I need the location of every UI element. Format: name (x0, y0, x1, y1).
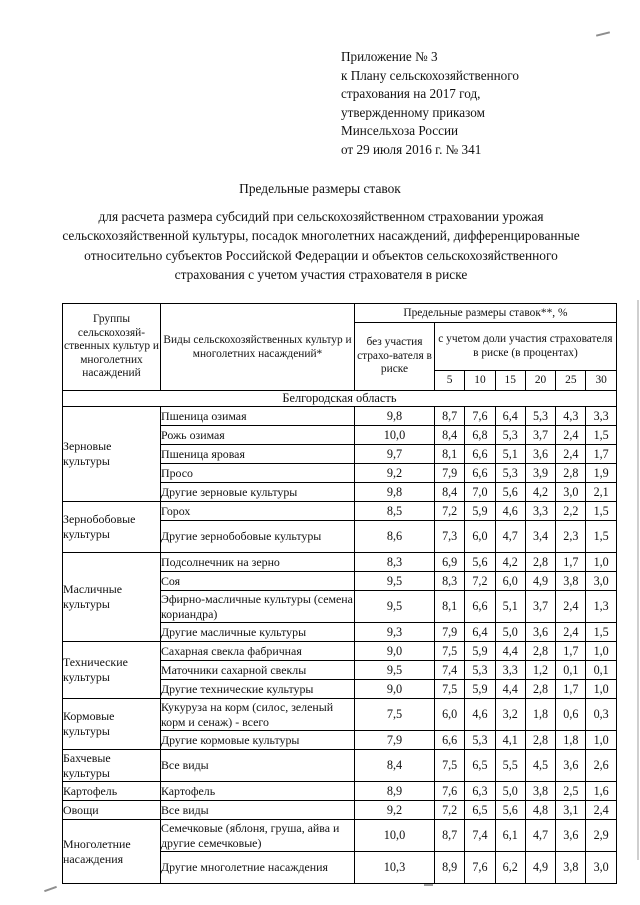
header-pct-10: 10 (465, 371, 495, 391)
rate-cell-15: 5,6 (495, 483, 525, 502)
header-no-participation: без участия страхо-вателя в риске (355, 323, 435, 391)
rate-cell-25: 1,7 (556, 642, 586, 661)
rate-cell-15: 5,0 (495, 782, 525, 801)
rate-cell-15: 4,2 (495, 553, 525, 572)
group-name-cell: Технические культуры (63, 642, 161, 699)
rate-cell-20: 3,6 (525, 623, 555, 642)
base-rate-cell: 8,3 (355, 553, 435, 572)
rate-cell-15: 5,1 (495, 445, 525, 464)
rate-cell-10: 6,5 (465, 750, 495, 782)
rate-cell-25: 2,4 (556, 426, 586, 445)
rate-cell-20: 4,9 (525, 572, 555, 591)
rate-cell-15: 4,6 (495, 502, 525, 521)
crop-kind-cell: Эфирно-масличные культуры (семена кориандра) (161, 591, 353, 621)
rate-cell-20: 3,8 (525, 782, 555, 801)
crop-kind-cell: Все виды (161, 801, 355, 820)
table-row (63, 750, 617, 782)
header-rates-span: Предельные размеры ставок**, % (355, 304, 617, 323)
rate-cell-20: 5,3 (525, 407, 555, 426)
crop-kind-cell: Просо (161, 464, 355, 483)
base-rate-cell: 10,3 (355, 852, 435, 884)
header-line-1: Приложение № 3 (341, 49, 438, 64)
crop-kind-cell: Другие многолетние насаждения (161, 852, 355, 884)
rate-cell-15: 4,7 (495, 521, 525, 553)
rate-cell-5: 7,2 (435, 502, 465, 521)
rate-cell-30: 1,3 (586, 591, 616, 623)
table-head (63, 304, 617, 391)
rate-cell-25: 3,6 (556, 750, 586, 782)
rate-cell-20: 3,4 (525, 521, 555, 553)
rate-cell-20: 1,2 (525, 661, 555, 680)
rate-cell-30: 0,3 (586, 699, 616, 731)
rate-cell-20: 3,7 (525, 591, 555, 623)
scan-artifact-top-right (596, 31, 610, 36)
rate-cell-10: 5,9 (465, 502, 495, 521)
rate-cell-10: 6,0 (465, 521, 495, 553)
group-name-cell: Масличные культуры (63, 553, 161, 642)
rate-cell-15: 6,1 (495, 820, 525, 852)
header-pct-15: 15 (495, 371, 525, 391)
rate-cell-25: 2,4 (556, 591, 586, 623)
rate-cell-25: 2,4 (556, 445, 586, 464)
scan-artifact-right-edge (637, 300, 639, 860)
rate-cell-25: 2,4 (556, 623, 586, 642)
rate-cell-30: 1,0 (586, 731, 616, 750)
rate-cell-25: 1,7 (556, 680, 586, 699)
rate-cell-5: 8,4 (435, 483, 465, 502)
header-with-participation: с учетом доли участия страхователя в риске (в процентах) (435, 323, 617, 371)
rate-cell-25: 2,2 (556, 502, 586, 521)
region-label: Белгородская область (63, 391, 617, 407)
group-name-cell: Бахчевые культуры (63, 750, 161, 782)
table-row (63, 642, 617, 661)
base-rate-cell: 9,5 (355, 661, 435, 680)
crop-kind-cell: Сахарная свекла фабричная (161, 642, 355, 661)
rate-cell-25: 2,8 (556, 464, 586, 483)
header-group-column: Группы сельскохозяй-ственных культур и многолетних насаждений (63, 304, 161, 391)
rate-cell-10: 6,6 (465, 591, 495, 623)
rate-cell-15: 3,2 (495, 699, 525, 731)
rate-cell-10: 7,6 (465, 407, 495, 426)
rate-cell-20: 2,8 (525, 553, 555, 572)
base-rate-cell: 7,5 (355, 699, 435, 731)
rate-cell-5: 8,9 (435, 852, 465, 884)
crop-kind-cell: Пшеница яровая (161, 445, 355, 464)
base-rate-cell: 7,9 (355, 731, 435, 750)
base-rate-cell: 9,0 (355, 680, 435, 699)
rate-cell-25: 3,8 (556, 572, 586, 591)
rate-cell-30: 1,0 (586, 642, 616, 661)
table-row (63, 553, 617, 572)
rate-cell-30: 1,7 (586, 445, 616, 464)
group-name-cell: Картофель (63, 782, 161, 801)
scan-artifact-bottom-left (44, 886, 57, 892)
header-kind-column: Виды сельскохозяйственных культур и многолетних насаждений* (161, 304, 355, 391)
rate-cell-30: 0,1 (586, 661, 616, 680)
rate-cell-30: 1,5 (586, 502, 616, 521)
base-rate-cell: 9,3 (355, 623, 435, 642)
group-name-cell: Многолетние насаждения (63, 820, 161, 884)
rate-cell-10: 5,3 (465, 731, 495, 750)
crop-kind-cell: Маточники сахарной свеклы (161, 661, 355, 680)
rate-cell-30: 3,3 (586, 407, 616, 426)
header-row-1 (63, 304, 617, 323)
base-rate-cell: 9,0 (355, 642, 435, 661)
header-line-5: Минсельхоза России (341, 123, 459, 139)
crop-kind-cell: Соя (161, 572, 355, 591)
header-line-4: утвержденному приказом (341, 104, 485, 120)
rate-cell-15: 3,3 (495, 661, 525, 680)
rate-cell-5: 8,3 (435, 572, 465, 591)
rate-cell-15: 6,4 (495, 407, 525, 426)
rate-cell-20: 4,8 (525, 801, 555, 820)
base-rate-cell: 8,6 (355, 521, 435, 553)
crop-kind-cell: Подсолнечник на зерно (161, 553, 355, 572)
crop-kind-cell: Другие технические культуры (161, 680, 355, 699)
rate-cell-30: 2,4 (586, 801, 616, 820)
rate-cell-20: 2,8 (525, 680, 555, 699)
rate-cell-25: 1,7 (556, 553, 586, 572)
rate-cell-20: 2,8 (525, 731, 555, 750)
group-name-cell: Кормовые культуры (63, 699, 161, 750)
rate-cell-10: 6,4 (465, 623, 495, 642)
rate-cell-10: 6,8 (465, 426, 495, 445)
table-body (63, 391, 617, 884)
rate-cell-30: 3,0 (586, 572, 616, 591)
table-row (63, 820, 617, 852)
rate-cell-30: 1,5 (586, 623, 616, 642)
rate-cell-20: 4,9 (525, 852, 555, 884)
rate-cell-5: 7,5 (435, 750, 465, 782)
scan-artifact-bottom-center (424, 884, 433, 886)
rates-table-wrapper (62, 303, 616, 884)
crop-kind-cell: Пшеница озимая (161, 407, 355, 426)
group-name-cell: Зерновые культуры (63, 407, 161, 502)
page-title: Предельные размеры ставок (239, 181, 401, 196)
header-line-3: страхования на 2017 год, (341, 86, 481, 102)
rate-cell-20: 3,9 (525, 464, 555, 483)
rate-cell-10: 5,9 (465, 680, 495, 699)
rate-cell-15: 4,1 (495, 731, 525, 750)
rate-cell-5: 8,4 (435, 426, 465, 445)
base-rate-cell: 8,4 (355, 750, 435, 782)
rate-cell-20: 4,7 (525, 820, 555, 852)
table-row (63, 502, 617, 521)
rate-cell-15: 5,5 (495, 750, 525, 782)
rate-cell-5: 8,1 (435, 445, 465, 464)
rate-cell-30: 2,6 (586, 750, 616, 782)
rate-cell-25: 3,1 (556, 801, 586, 820)
rate-cell-5: 6,6 (435, 731, 465, 750)
rates-table (62, 303, 617, 884)
base-rate-cell: 9,2 (355, 801, 435, 820)
rate-cell-15: 5,3 (495, 426, 525, 445)
rate-cell-5: 8,7 (435, 407, 465, 426)
table-row (63, 699, 617, 731)
rate-cell-15: 6,0 (495, 572, 525, 591)
rate-cell-30: 1,0 (586, 680, 616, 699)
base-rate-cell: 9,8 (355, 407, 435, 426)
rate-cell-25: 0,1 (556, 661, 586, 680)
crop-kind-cell: Другие зерновые культуры (161, 483, 355, 502)
table-row (63, 407, 617, 426)
base-rate-cell: 8,5 (355, 502, 435, 521)
base-rate-cell: 10,0 (355, 426, 435, 445)
rate-cell-10: 6,6 (465, 445, 495, 464)
base-rate-cell: 9,7 (355, 445, 435, 464)
rate-cell-5: 7,6 (435, 782, 465, 801)
rate-cell-5: 7,9 (435, 464, 465, 483)
rate-cell-25: 1,8 (556, 731, 586, 750)
base-rate-cell: 9,8 (355, 483, 435, 502)
rate-cell-30: 1,9 (586, 464, 616, 483)
document-header-block (341, 48, 631, 160)
rate-cell-25: 4,3 (556, 407, 586, 426)
rate-cell-10: 6,3 (465, 782, 495, 801)
group-name-cell: Овощи (63, 801, 161, 820)
rate-cell-10: 7,2 (465, 572, 495, 591)
rate-cell-5: 7,5 (435, 642, 465, 661)
rate-cell-15: 5,6 (495, 801, 525, 820)
base-rate-cell: 10,0 (355, 820, 435, 852)
crop-kind-cell: Кукуруза на корм (силос, зеленый корм и сенаж) - всего (161, 699, 355, 731)
rate-cell-5: 6,0 (435, 699, 465, 731)
crop-kind-cell: Рожь озимая (161, 426, 355, 445)
page-subtitle: для расчета размера субсидий при сельскохозяйственном страховании урожая сельскохозяйственной культуры, посадок многолетних насаждений, дифференцированные относительно субъектов Российской Федерации и объектов сельскохозяйственного страхования с учетом участия страхователя в риске (62, 209, 580, 283)
rate-cell-20: 4,5 (525, 750, 555, 782)
rate-cell-30: 1,6 (586, 782, 616, 801)
rate-cell-5: 8,7 (435, 820, 465, 852)
rate-cell-15: 4,4 (495, 680, 525, 699)
rate-cell-15: 4,4 (495, 642, 525, 661)
rate-cell-30: 1,5 (586, 426, 616, 445)
header-pct-30: 30 (586, 371, 616, 391)
rate-cell-5: 7,3 (435, 521, 465, 553)
header-pct-20: 20 (525, 371, 555, 391)
base-rate-cell: 9,5 (355, 591, 435, 623)
rate-cell-15: 5,0 (495, 623, 525, 642)
rate-cell-20: 4,2 (525, 483, 555, 502)
rate-cell-25: 2,3 (556, 521, 586, 553)
rate-cell-25: 3,0 (556, 483, 586, 502)
rate-cell-20: 3,3 (525, 502, 555, 521)
base-rate-cell: 9,2 (355, 464, 435, 483)
rate-cell-5: 7,4 (435, 661, 465, 680)
rate-cell-30: 2,9 (586, 820, 616, 852)
base-rate-cell: 8,9 (355, 782, 435, 801)
region-row (63, 391, 617, 407)
crop-kind-cell: Картофель (161, 782, 355, 801)
rate-cell-20: 3,7 (525, 426, 555, 445)
header-line-6: от 29 июля 2016 г. № 341 (341, 141, 482, 157)
crop-kind-cell: Горох (161, 502, 355, 521)
crop-kind-cell: Семечковые (яблоня, груша, айва и другие семечковые) (161, 820, 355, 852)
rate-cell-25: 3,8 (556, 852, 586, 884)
base-rate-cell: 9,5 (355, 572, 435, 591)
rate-cell-5: 7,2 (435, 801, 465, 820)
rate-cell-10: 5,6 (465, 553, 495, 572)
rate-cell-10: 6,5 (465, 801, 495, 820)
crop-kind-cell: Все виды (161, 750, 355, 782)
rate-cell-5: 7,9 (435, 623, 465, 642)
rate-cell-30: 3,0 (586, 852, 616, 884)
header-pct-5: 5 (435, 371, 465, 391)
rate-cell-10: 6,6 (465, 464, 495, 483)
rate-cell-5: 7,5 (435, 680, 465, 699)
rate-cell-5: 8,1 (435, 591, 465, 623)
rate-cell-5: 6,9 (435, 553, 465, 572)
rate-cell-25: 2,5 (556, 782, 586, 801)
crop-kind-cell: Другие масличные культуры (161, 623, 355, 642)
crop-kind-cell: Другие зернобобовые культуры (161, 521, 355, 553)
header-pct-25: 25 (556, 371, 586, 391)
crop-kind-cell: Другие кормовые культуры (161, 731, 355, 750)
rate-cell-25: 0,6 (556, 699, 586, 731)
group-name-cell: Зернобобовые культуры (63, 502, 161, 553)
rate-cell-10: 7,0 (465, 483, 495, 502)
rate-cell-25: 3,6 (556, 820, 586, 852)
rate-cell-10: 7,4 (465, 820, 495, 852)
table-row (63, 801, 617, 820)
rate-cell-30: 1,5 (586, 521, 616, 553)
rate-cell-20: 3,6 (525, 445, 555, 464)
rate-cell-30: 1,0 (586, 553, 616, 572)
rate-cell-30: 2,1 (586, 483, 616, 502)
rate-cell-20: 1,8 (525, 699, 555, 731)
rate-cell-20: 2,8 (525, 642, 555, 661)
rate-cell-10: 4,6 (465, 699, 495, 731)
rate-cell-10: 5,9 (465, 642, 495, 661)
rate-cell-15: 5,1 (495, 591, 525, 623)
rate-cell-15: 5,3 (495, 464, 525, 483)
header-line-2: к Плану сельскохозяйственного (341, 67, 519, 83)
rate-cell-15: 6,2 (495, 852, 525, 884)
table-row (63, 782, 617, 801)
rate-cell-10: 7,6 (465, 852, 495, 884)
rate-cell-10: 5,3 (465, 661, 495, 680)
